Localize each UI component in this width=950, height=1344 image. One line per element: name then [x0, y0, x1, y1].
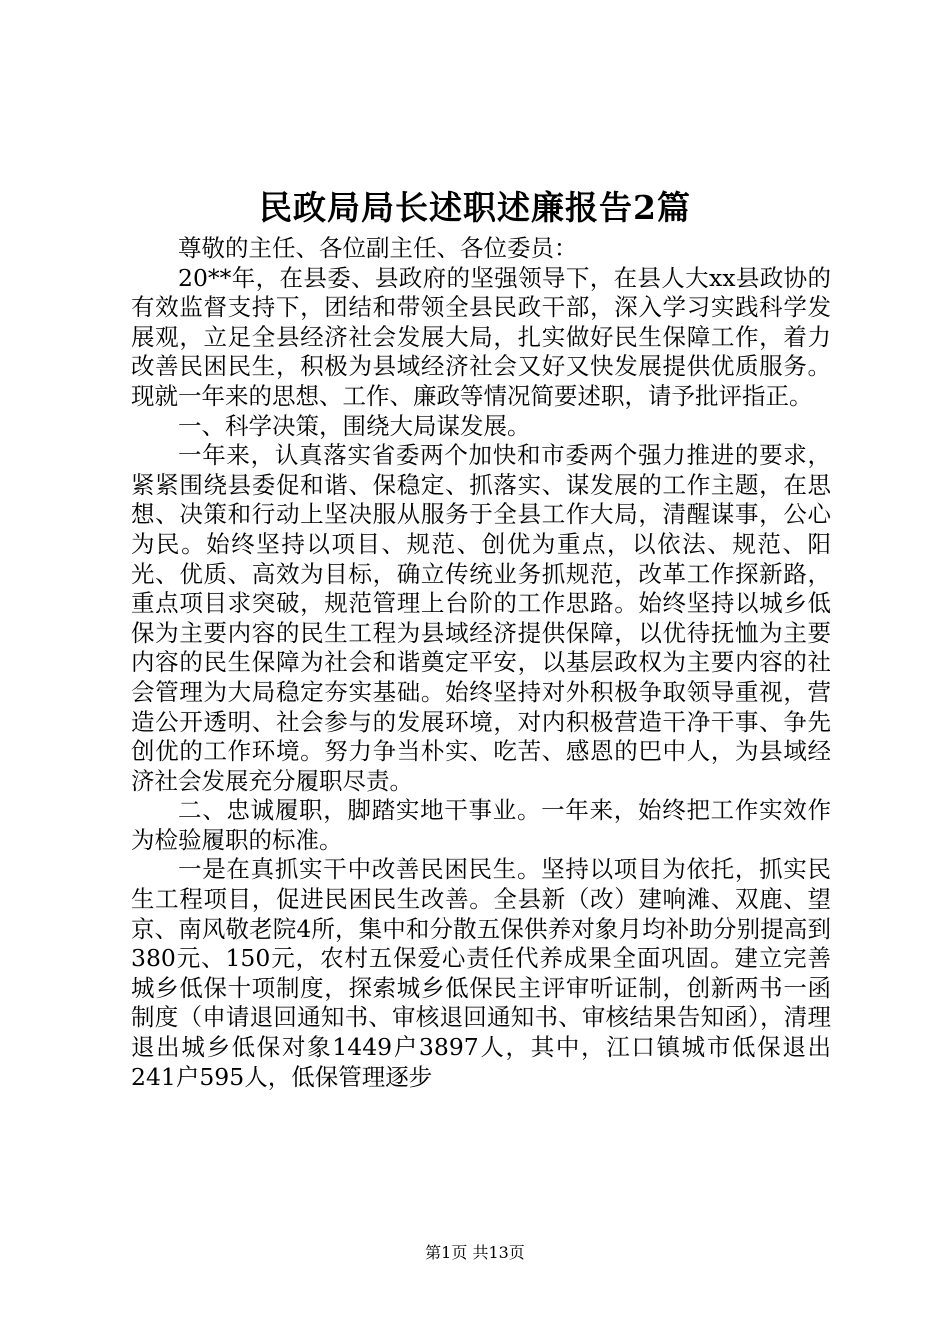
salutation-paragraph: 尊敬的主任、各位副主任、各位委员： [178, 234, 578, 262]
section-heading-2: 二、忠诚履职，脚踏实地干事业。一年来，始终把工作实效作为检验履职的标准。 [131, 796, 831, 854]
section-2-paragraph: 一是在真抓实干中改善民困民生。坚持以项目为依托，抓实民生工程项目，促进民困民生改善。全县新（改）建响滩、双鹿、望京、南风敬老院4所，集中和分散五保供养对象月均补助分别提高到380元、150元，农村五保爱心责任代养成果全面巩固。建立完善城乡低保十项制度，探索城乡低保民主评审听证制，创新两书一函制度（申请退回通知书、审核退回通知书、审核结果告知函），清理退出城乡低保对象1449户3897人，其中，江口镇城市低保退出241户595人，低保管理逐步 [131, 855, 831, 1091]
document-title: 民政局局长述职述廉报告2篇 [259, 188, 691, 227]
document-body [131, 234, 831, 1092]
section-1-paragraph: 一年来，认真落实省委两个加快和市委两个强力推进的要求，紧紧围绕县委促和谐、保稳定、抓落实、谋发展的工作主题，在思想、决策和行动上坚决服从服务于全县工作大局，清醒谋事，公心为民。始终坚持以项目、规范、创优为重点，以依法、规范、阳光、优质、高效为目标，确立传统业务抓规范，改革工作探新路，重点项目求突破，规范管理上台阶的工作思路。始终坚持以城乡低保为主要内容的民生工程为县域经济提供保障，以优待抚恤为主要内容的民生保障为社会和谐奠定平安，以基层政权为主要内容的社会管理为大局稳定夯实基础。始终坚持对外积极争取领导重视，营造公开透明、社会参与的发展环境，对内积极营造干净干事、争先创优的工作环境。努力争当朴实、吃苦、感恩的巴中人，为县域经济社会发展充分履职尽责。 [131, 441, 831, 795]
section-heading-1: 一、科学决策，围绕大局谋发展。 [178, 411, 531, 440]
page-footer: 第1页 共13页 [425, 1243, 525, 1262]
intro-paragraph: 20**年，在县委、县政府的坚强领导下，在县人大xx县政协的有效监督支持下，团结和带领全县民政干部，深入学习实践科学发展观，立足全县经济社会发展大局，扎实做好民生保障工作，着力改善民困民生，积极为县域经济社会又好又快发展提供优质服务。现就一年来的思想、工作、廉政等情况简要述职，请予批评指正。 [131, 263, 831, 410]
